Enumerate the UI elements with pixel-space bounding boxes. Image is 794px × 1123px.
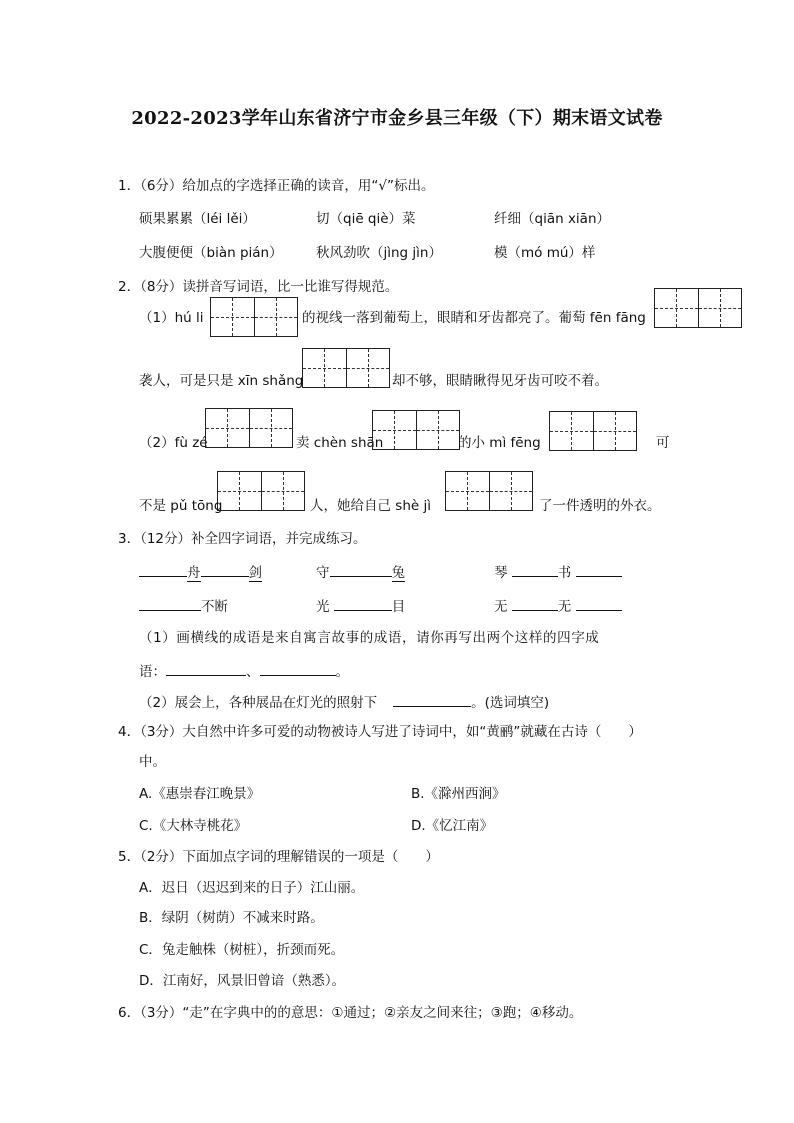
q4-option-d[interactable]: D.《忆江南》 <box>411 818 494 834</box>
q2-p3-label: （2）fù zé <box>139 435 208 451</box>
q3-char: 守 <box>316 565 330 581</box>
q6-stem: 6．（3分）“走”在字典中的的意思：①通过；②亲友之间来往；③跑；④移动。 <box>118 1005 583 1021</box>
q2-stem: 2．（8分）读拼音写词语，比一比谁写得规范。 <box>118 279 399 295</box>
q3-sub1-line1: （1）画横线的成语是来自寓言故事的成语，请你再写出两个这样的四字成 <box>139 630 600 646</box>
writing-grid-putong[interactable] <box>217 471 305 511</box>
q3-row2-col1 <box>139 596 228 617</box>
q1-option: 模（mó mú）样 <box>494 245 596 261</box>
q2-p2-text-b: 却不够，眼睛瞅得见牙齿可咬不着。 <box>392 373 608 389</box>
q1-stem: 1．（6分）给加点的字选择正确的读音，用“√”标出。 <box>118 178 435 194</box>
q5-stem: 5．（2分）下面加点字词的理解错误的一项是（ ） <box>118 849 439 865</box>
q3-char: 光 <box>316 599 330 615</box>
q1-option: 切（qiē qiè）菜 <box>316 211 416 227</box>
q4-option-a[interactable]: A.《惠崇春江晚景》 <box>139 786 261 802</box>
q5-option-b[interactable]: B．绿阴（树荫）不减来时路。 <box>139 910 324 926</box>
q3-stem: 3．（12分）补全四字词语，并完成练习。 <box>118 531 367 547</box>
q3-sub2-prefix: （2）展会上，各种展品在灯光的照射下 <box>139 695 378 711</box>
q2-p1-text: 的视线一落到葡萄上，眼睛和牙齿都亮了。葡萄 fēn fāng <box>302 310 646 326</box>
q3-char: 书 <box>557 565 572 581</box>
q4-stem-line1: 4．（3分）大自然中许多可爱的动物被诗人写进了诗词中，如“黄鹂”就藏在古诗（ ） <box>118 724 642 740</box>
q3-sub2-suffix: 。(选词填空) <box>471 695 550 711</box>
q2-p2-text-a: 袭人，可是只是 xīn shǎng <box>139 373 304 389</box>
q3-row1-col1 <box>139 562 262 583</box>
q3-row1-col3 <box>494 562 622 583</box>
q3-sub2 <box>139 692 549 713</box>
q3-char: 剑 <box>248 565 262 581</box>
q3-char: 目 <box>391 599 406 615</box>
writing-grid-chenshan[interactable] <box>372 410 460 450</box>
q3-row2-col2 <box>316 596 405 617</box>
q5-option-a[interactable]: A．迟日（迟迟到来的日子）江山丽。 <box>139 880 365 896</box>
q2-p3-text-a: 卖 chèn shān <box>296 435 384 451</box>
writing-grid-fenfang[interactable] <box>654 288 742 328</box>
q4-option-c[interactable]: C.《大林寺桃花》 <box>139 818 248 834</box>
q3-char: 不断 <box>201 599 228 615</box>
q2-p4-text-c: 了一件透明的外衣。 <box>539 498 661 514</box>
q3-sub1-prefix: 语： <box>139 664 166 680</box>
q1-option: 秋风劲吹（jìng jìn） <box>316 245 442 261</box>
q3-row2-col3 <box>494 596 622 617</box>
writing-grid-xinshang[interactable] <box>302 348 390 388</box>
writing-grid-huli[interactable] <box>210 297 298 337</box>
writing-grid-mifeng[interactable] <box>549 411 637 451</box>
q3-sub1-line2 <box>139 661 349 682</box>
q4-option-b[interactable]: B.《滁州西涧》 <box>411 786 506 802</box>
q3-char: 无 <box>494 599 508 615</box>
q2-p3-text-b: 的小 mì fēng <box>458 435 541 451</box>
q2-p4-text-a: 不是 pǔ tōng <box>139 498 223 514</box>
q3-char: 兔 <box>391 565 405 581</box>
q3-char: 琴 <box>494 565 508 581</box>
q1-option: 硕果累累（léi lěi） <box>139 211 256 227</box>
q1-option: 大腹便便（biàn pián） <box>139 245 283 261</box>
q3-char: 无 <box>557 599 572 615</box>
answer-blank[interactable] <box>166 661 246 676</box>
writing-grid-sheji[interactable] <box>445 471 533 511</box>
q5-option-d[interactable]: D．江南好，风景旧曾谙（熟悉）。 <box>139 973 346 989</box>
q2-p4-text-b: 人，她给自己 shè jì <box>310 498 431 514</box>
answer-blank[interactable] <box>260 661 336 676</box>
writing-grid-fuze[interactable] <box>205 408 293 448</box>
q1-option: 纤细（qiān xiān） <box>494 211 611 227</box>
page-title: 2022-2023学年山东省济宁市金乡县三年级（下）期末语文试卷 <box>131 108 663 129</box>
q2-p3-text-c: 可 <box>656 435 670 451</box>
q3-char: 舟 <box>187 565 201 581</box>
q3-row1-col2 <box>316 562 405 583</box>
q2-p1-label: （1）hú li <box>139 310 204 326</box>
answer-blank[interactable] <box>393 692 471 707</box>
q3-sub1-sep: 、 <box>246 664 260 680</box>
q4-stem-line2: 中。 <box>139 754 166 770</box>
q3-sub1-end: 。 <box>335 664 349 680</box>
q5-option-c[interactable]: C．兔走触株（树桩），折颈而死。 <box>139 942 345 958</box>
